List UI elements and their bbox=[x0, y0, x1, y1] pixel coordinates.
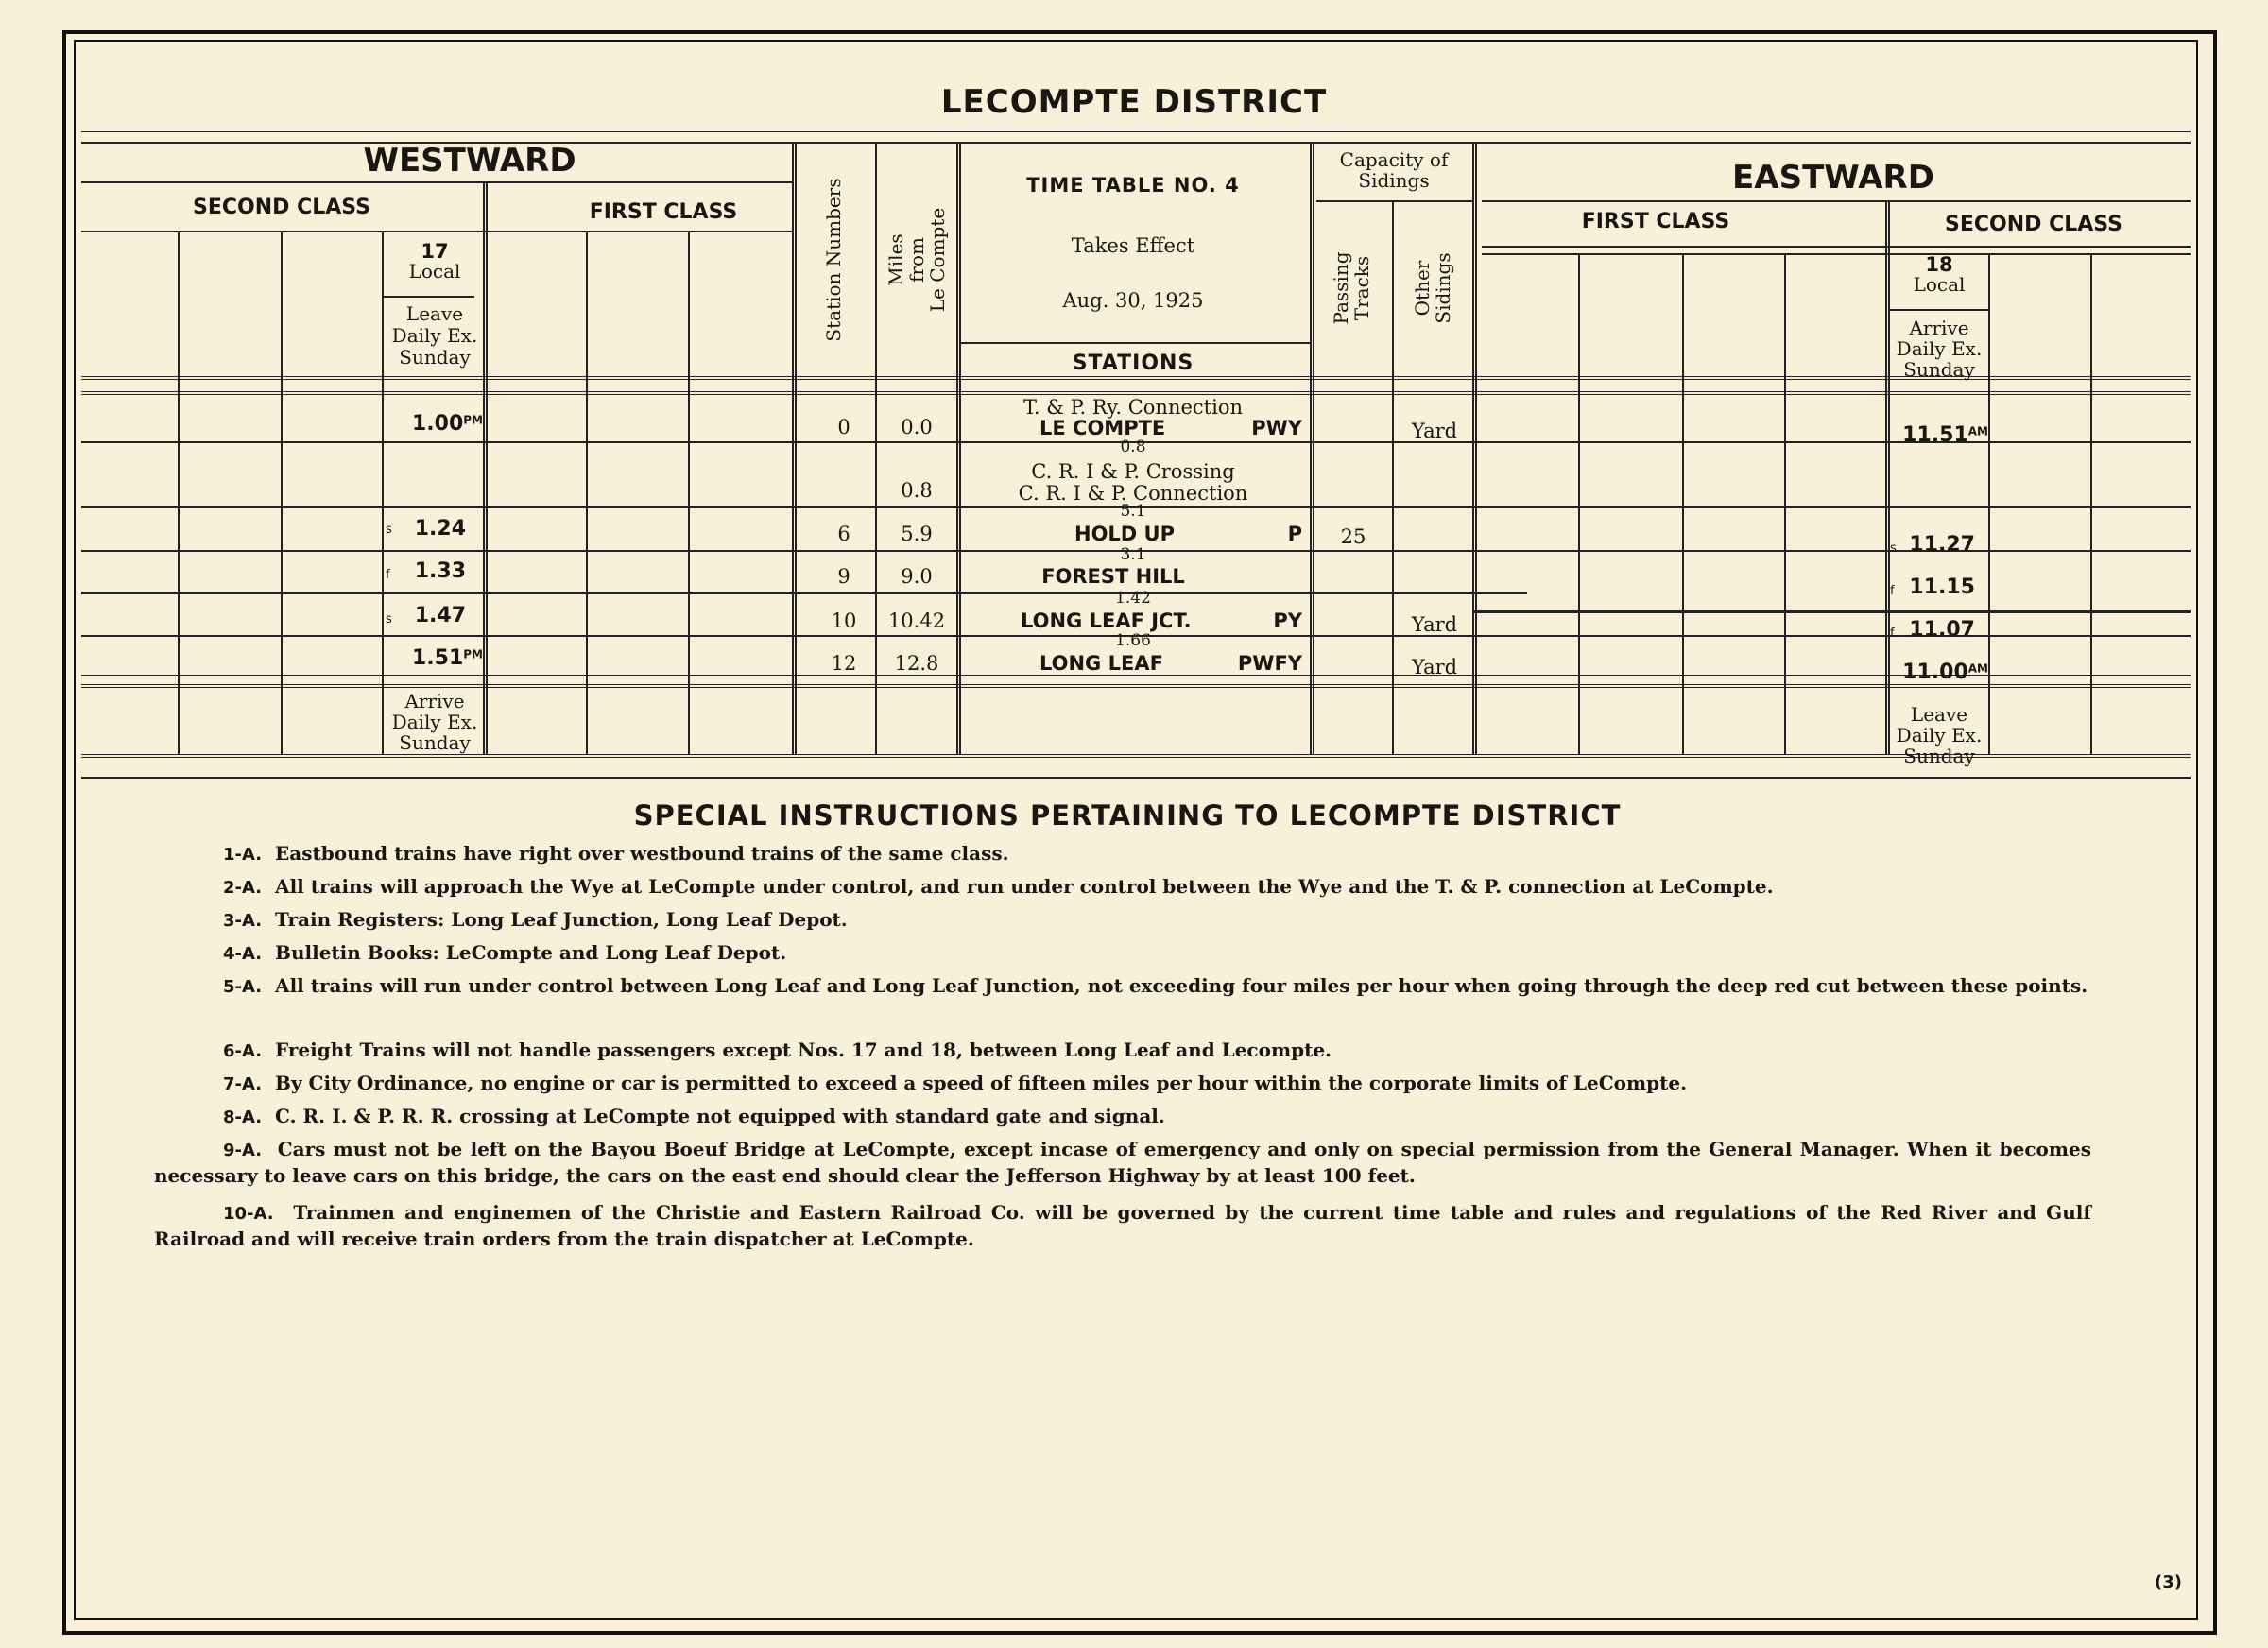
train-18-type: Local bbox=[1913, 273, 1966, 296]
miles-value: 5.9 bbox=[901, 523, 933, 545]
takes-effect-label: Takes Effect bbox=[1071, 234, 1195, 257]
station-number: 6 bbox=[837, 523, 850, 545]
station-name: LONG LEAF JCT. bbox=[1021, 609, 1192, 632]
miles-value: 10.42 bbox=[887, 609, 946, 632]
train-17-time: 1.00 bbox=[411, 412, 464, 436]
instruction-item: 10-A. Trainmen and enginemen of the Christie and Eastern Railroad Co. will be governed by the current time table and rules and regulations of the Red River and Gulf Railroad and will receive train orders from the train dispatcher at LeCompte. bbox=[154, 1201, 2091, 1250]
passing-tracks-header: Passing Tracks bbox=[1330, 251, 1373, 325]
stations-label: STATIONS bbox=[1072, 352, 1194, 375]
distance-label: 0.8 bbox=[1120, 438, 1146, 456]
distance-label: 1.42 bbox=[1115, 589, 1151, 608]
instruction-item: 1-A. Eastbound trains have right over westbound trains of the same class. bbox=[223, 842, 1009, 865]
station-name: LE COMPTE bbox=[1040, 417, 1166, 439]
train-17-arrive-3: Sunday bbox=[399, 731, 471, 754]
station-number: 12 bbox=[831, 652, 857, 675]
station-numbers-header: Station Numbers bbox=[822, 178, 845, 342]
title-rule bbox=[81, 129, 2191, 132]
train-17-type: Local bbox=[408, 260, 461, 283]
passing-tracks-value: 25 bbox=[1340, 525, 1366, 548]
instruction-item: 2-A. All trains will approach the Wye at LeCompte under control, and run under control between the Wye and the T. & P. connection at LeCompte. bbox=[223, 875, 1774, 898]
effective-date: Aug. 30, 1925 bbox=[1062, 289, 1204, 312]
station-code: P bbox=[1287, 523, 1302, 545]
train-18-time: 11.15 bbox=[1909, 575, 1975, 599]
train-17-time: 1.47 bbox=[414, 604, 466, 627]
instruction-item: 5-A. All trains will run under control between Long Leaf and Long Leaf Junction, not exceeding four miles per hour when going through the deep red cut between these points. bbox=[223, 974, 2088, 997]
station-code: PWFY bbox=[1237, 652, 1302, 675]
train-18-arrive-2: Daily Ex. bbox=[1896, 337, 1983, 360]
instruction-item: 8-A. C. R. I. & P. R. R. crossing at LeCompte not equipped with standard gate and signal. bbox=[223, 1105, 1165, 1127]
train-18-arrive-1: Arrive bbox=[1909, 317, 1969, 339]
capacity-label-1: Capacity of bbox=[1339, 148, 1449, 171]
train-18-leave-3: Sunday bbox=[1903, 745, 1975, 767]
eastward-first-class: FIRST CLASS bbox=[1581, 210, 1730, 233]
train-17-arrive-1: Arrive bbox=[404, 690, 465, 712]
train-17-leave-2: Daily Ex. bbox=[391, 324, 478, 347]
station-note: T. & P. Ry. Connection bbox=[1022, 396, 1244, 419]
eastward-second-class: SECOND CLASS bbox=[1945, 213, 2122, 236]
train-18-time: 11.07 bbox=[1909, 618, 1975, 642]
instruction-item: 9-A. Cars must not be left on the Bayou Boeuf Bridge at LeCompte, except incase of emergency and only on special permission from the General Manager. When it becomes necessary to leave cars on this bridge, the cars on the east end should clear the Jefferson Highway by at least 100 feet. bbox=[154, 1138, 2091, 1187]
timetable-number: TIME TABLE NO. 4 bbox=[1026, 174, 1240, 197]
station-number: 0 bbox=[837, 416, 850, 438]
westward-first-class: FIRST CLASS bbox=[589, 200, 738, 224]
eastward-heading: EASTWARD bbox=[1732, 159, 1934, 197]
train-17-leave-1: Leave bbox=[405, 302, 464, 325]
distance-label: 5.1 bbox=[1120, 502, 1146, 521]
station-note: C. R. I & P. Crossing bbox=[1031, 460, 1235, 483]
station-name: C. R. I & P. Connection bbox=[1018, 482, 1248, 505]
other-sidings-header: Other Sidings bbox=[1411, 252, 1454, 324]
capacity-label-2: Sidings bbox=[1358, 169, 1430, 192]
other-sidings-value: Yard bbox=[1411, 613, 1458, 636]
train-17-leave-3: Sunday bbox=[399, 346, 471, 369]
miles-header: Miles from Le Compte bbox=[885, 207, 949, 313]
train-18-number: 18 bbox=[1925, 253, 1953, 276]
station-code: PY bbox=[1273, 609, 1302, 632]
instruction-item: 4-A. Bulletin Books: LeCompte and Long Leaf Depot. bbox=[223, 941, 787, 964]
distance-label: 3.1 bbox=[1120, 545, 1146, 564]
station-number: 10 bbox=[831, 609, 857, 632]
westward-heading: WESTWARD bbox=[363, 142, 576, 180]
station-name: HOLD UP bbox=[1074, 523, 1175, 545]
train-17-time: 1.24 bbox=[414, 517, 466, 541]
instructions-title: SPECIAL INSTRUCTIONS PERTAINING TO LECOMPTE DISTRICT bbox=[633, 799, 1622, 832]
train-18-leave-2: Daily Ex. bbox=[1896, 724, 1983, 747]
train-17-time: 1.51 bbox=[411, 646, 464, 670]
train-18-time: 11.51 bbox=[1902, 423, 1968, 447]
westward-second-class: SECOND CLASS bbox=[193, 196, 370, 219]
station-code: PWY bbox=[1251, 417, 1302, 439]
train-17-arrive-2: Daily Ex. bbox=[391, 711, 478, 733]
train-18-time: 11.00 bbox=[1902, 661, 1968, 684]
station-number: 9 bbox=[837, 565, 850, 588]
miles-value: 0.0 bbox=[901, 416, 933, 438]
train-18-time: 11.27 bbox=[1909, 533, 1975, 557]
train-17-number: 17 bbox=[421, 240, 449, 263]
train-18-arrive-3: Sunday bbox=[1903, 358, 1975, 381]
page-title: LECOMPTE DISTRICT bbox=[940, 83, 1328, 121]
station-name: FOREST HILL bbox=[1041, 565, 1185, 588]
other-sidings-value: Yard bbox=[1411, 656, 1458, 678]
miles-value: 9.0 bbox=[901, 565, 933, 588]
train-17-time: 1.33 bbox=[414, 559, 466, 583]
instruction-item: 6-A. Freight Trains will not handle passengers except Nos. 17 and 18, between Long Leaf and Lecompte. bbox=[223, 1039, 1332, 1061]
other-sidings-value: Yard bbox=[1411, 420, 1458, 442]
miles-value: 12.8 bbox=[894, 652, 939, 675]
miles-value: 0.8 bbox=[901, 479, 933, 502]
train-18-leave-1: Leave bbox=[1910, 703, 1968, 726]
instruction-item: 3-A. Train Registers: Long Leaf Junction, Long Leaf Depot. bbox=[223, 908, 848, 931]
page-number: (3) bbox=[2155, 1572, 2182, 1592]
instruction-item: 7-A. By City Ordinance, no engine or car is permitted to exceed a speed of fifteen miles per hour within the corporate limits of LeCompte. bbox=[223, 1072, 1688, 1094]
distance-label: 1.66 bbox=[1115, 631, 1151, 650]
station-name: LONG LEAF bbox=[1040, 652, 1163, 675]
